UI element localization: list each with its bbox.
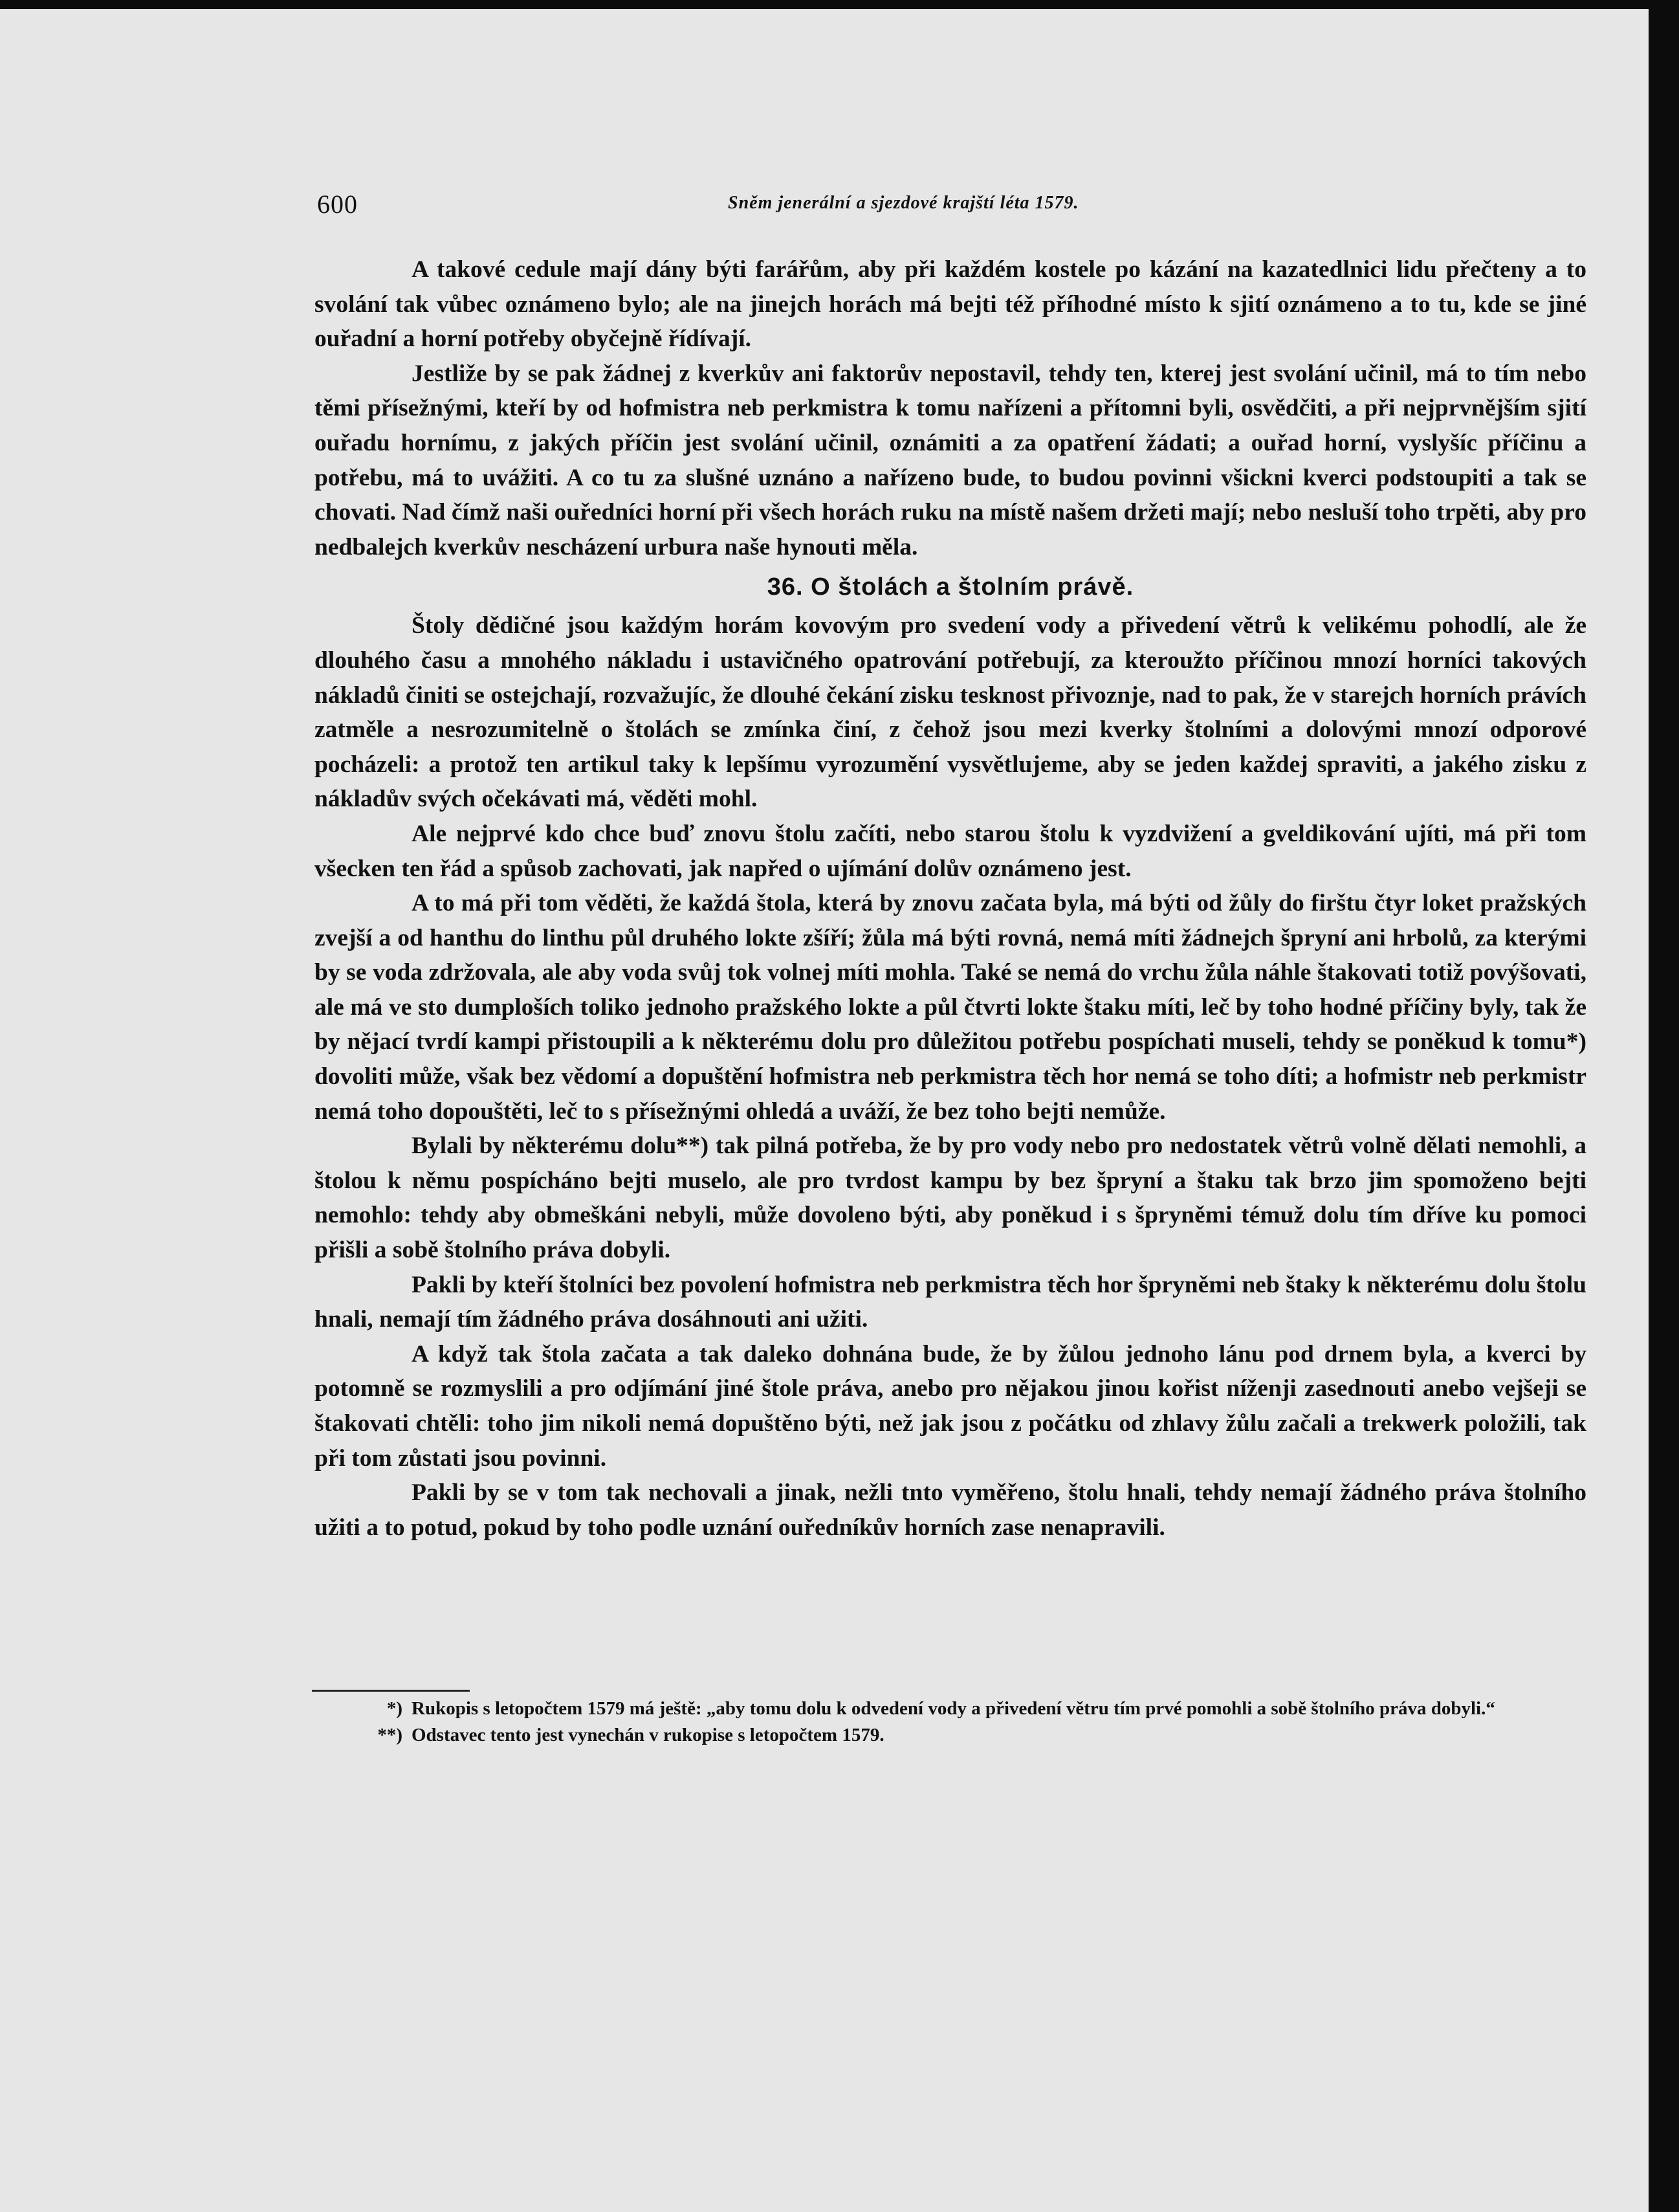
paragraph: Jestliže by se pak žádnej z kverkův ani faktorův nepostavil, tehdy ten, kterej jest svolání učinil, má to tím nebo těmi přísežnými, kteří by od hofmistra neb perkmistra k tomu nařízeni a přítomni byli, osvědčiti, a při nejprvnějším sjití ouřadu hornímu, z jakých příčin jest svolání učinil, oznámiti a za opatření žádati; a ouřad horní, vyslyšíc příčinu a potřebu, má to uvážiti. A co tu za slušné uznáno a nařízeno bude, to budou povinni všickni kverci podstoupiti a tak se chovati. Nad čímž naši ouředníci horní při všech horách ruku na místě našem držeti mají; nebo nesluší toho trpěti, aby pro nedbalejch kverkův nescházení urbura naše hynouti měla. bbox=[314, 360, 1586, 560]
running-title: Sněm jenerální a sjezdové krajští léta 1579. bbox=[728, 193, 1079, 213]
book-page bbox=[0, 9, 1649, 2212]
footnote-mark: **) bbox=[377, 1725, 402, 1745]
footnote bbox=[362, 1696, 1588, 1722]
paragraph: A když tak štola začata a tak daleko dohnána bude, že by žůlou jednoho lánu pod drnem byla, a kverci by potomně se rozmyslili a pro odjímání jiné štole práva, anebo pro nějakou jinou kořist níženji zasednouti anebo vejšeji se štakovati chtěli: toho jim nikoli nemá dopuštěno býti, než jak jsou z počátku od zhlavy žůlu začali a trekwerk položili, tak při tom zůstati jsou povinni. bbox=[314, 1340, 1586, 1472]
footnote bbox=[362, 1722, 1588, 1749]
main-text bbox=[314, 252, 1586, 1545]
paragraph: Pakli by kteří štolníci bez povolení hofmistra neb perkmistra těch hor špryněmi neb štaky k některému dolu štolu hnali, nemají tím žádného práva dosáhnouti ani užiti. bbox=[314, 1271, 1586, 1333]
footnote-mark: *) bbox=[386, 1698, 402, 1719]
section-heading: 36. O štolách a štolním právě. bbox=[767, 573, 1134, 601]
paragraph: Štoly dědičné jsou každým horám kovovým pro svedení vody a přivedení větrů k velikému pohodlí, ale že dlouhého času a mnohého nákladu i ustavičného opatrování potřebují, za kteroužto příčinou mnozí horníci takových nákladů činiti se ostejchají, rozvažujíc, že dlouhé čekání zisku tesknost přivoznje, nad to pak, že v starejch horních právích zatměle a nesrozumitelně o štolách se zmínka činí, z čehož jsou mezi kverky štolními a dolovými mnozí odporové pocházeli: a protož ten artikul taky k lepšímu vyrozumění vysvětlujeme, aby se jeden každej spraviti, a jakého zisku z nákladův svých očekávati má, věděti mohl. bbox=[314, 612, 1586, 813]
page-number: 600 bbox=[317, 190, 358, 219]
footnote-rule bbox=[312, 1690, 470, 1692]
footnote-text: Odstavec tento jest vynechán v rukopise s letopočtem 1579. bbox=[412, 1725, 884, 1745]
scan-edge bbox=[1649, 0, 1679, 2212]
page-header bbox=[317, 184, 1595, 229]
paragraph: Ale nejprvé kdo chce buď znovu štolu začíti, nebo starou štolu k vyzdvižení a gveldikování ujíti, má při tom všecken ten řád a spůsob zachovati, jak napřed o ujímání dolův oznámeno jest. bbox=[314, 820, 1586, 882]
paragraph: Pakli by se v tom tak nechovali a jinak, nežli tnto vyměřeno, štolu hnali, tehdy nemají žádného práva štolního užiti a to potud, pokud by toho podle uznání ouředníkův horních zase nenapravili. bbox=[314, 1479, 1586, 1541]
paragraph: A to má při tom věděti, že každá štola, která by znovu začata byla, má býti od žůly do firštu čtyr loket pražských zvejší a od hanthu do linthu půl druhého lokte zšíří; žůla má býti rovná, nemá míti žádnejch špryní ani hrbolů, za kterými by se voda zdržovala, ale aby voda svůj tok volnej míti mohla. Také se nemá do vrchu žůla náhle štakovati totiž povýšovati, ale má ve sto dumploších toliko jednoho pražského lokte a půl čtvrti lokte štaku míti, leč by toho hodné příčiny byly, tak že by nějací tvrdí kampi přistoupili a k některému dolu pro důležitou potřebu pospíchati museli, tehdy se poněkud k tomu*) dovoliti může, však bez vědomí a dopuštění hofmistra neb perkmistra těch hor nemá se toho díti; a hofmistr neb perkmistr nemá toho dopouštěti, leč to s přísežnými ohledá a uváží, že bez toho bejti nemůže. bbox=[314, 890, 1586, 1125]
footnotes bbox=[362, 1696, 1588, 1749]
paragraph: A takové cedule mají dány býti farářům, aby při každém kostele po kázání na kazatedlnici lidu přečteny a to svolání tak vůbec oznámeno bylo; ale na jinejch horách má bejti též příhodné místo k sjití oznámeno a to tu, kde se jiné ouřadní a horní potřeby obyčejně řídívají. bbox=[314, 256, 1586, 353]
footnote-text: Rukopis s letopočtem 1579 má ještě: „aby tomu dolu k odvedení vody a přivedení větru tím prvé pomohli a sobě štolního práva dobyli.“ bbox=[412, 1698, 1495, 1719]
paragraph: Bylali by některému dolu**) tak pilná potřeba, že by pro vody nebo pro nedostatek větrů volně dělati nemohli, a štolou k němu pospícháno bejti muselo, ale pro tvrdost kampu by bez špryní a štaku tak brzo jim spomoženo bejti nemohlo: tehdy aby obmeškáni nebyli, může dovoleno býti, aby poněkud i s špryněmi témuž dolu tím dříve ku pomoci přišli a sobě štolního práva dobyli. bbox=[314, 1133, 1586, 1264]
